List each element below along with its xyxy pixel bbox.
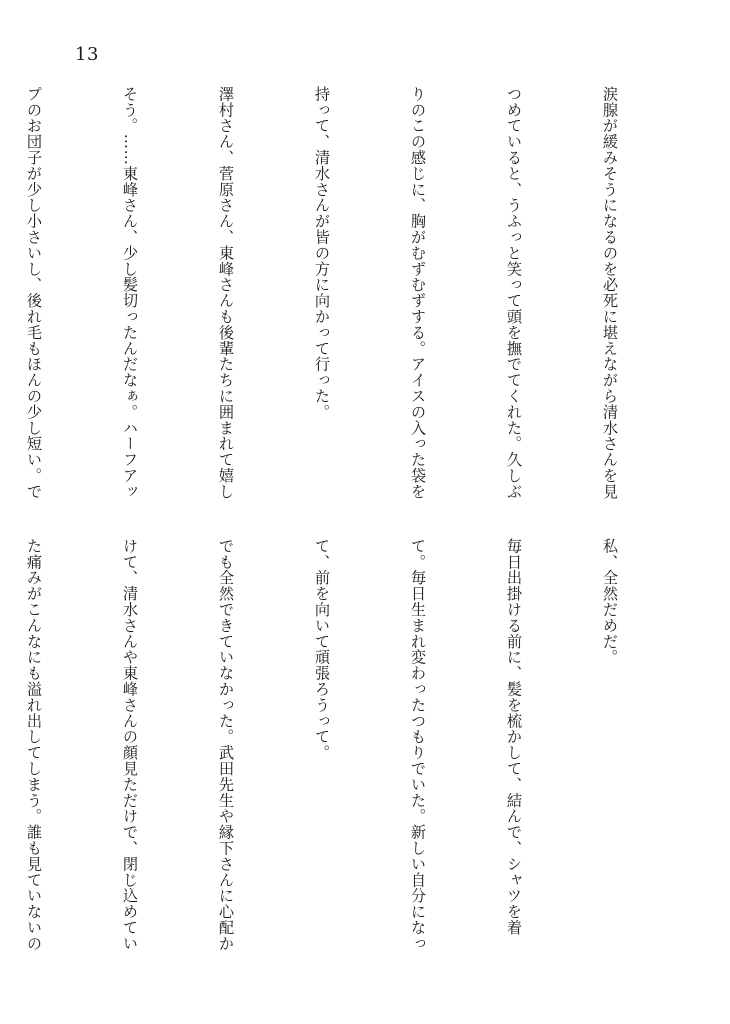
text-line: た痛みがこんなにも溢れ出してしまう。誰も見ていないの xyxy=(25,538,43,952)
page-number: 13 xyxy=(75,44,99,65)
text-line: 持って、清水さんが皆の方に向かって行った。 xyxy=(313,86,331,420)
text-line: でも全然できていなかった。武田先生や縁下さんに心配か xyxy=(217,538,235,952)
text-line: 澤村さん、菅原さん、東峰さんも後輩たちに囲まれて嬉し xyxy=(217,86,235,500)
text-line: りのこの感じに、胸がむずむずする。アイスの入った袋を xyxy=(409,86,427,500)
text-line: けて、清水さんや東峰さんの顔見ただけで、閉じ込めてい xyxy=(121,538,139,952)
text-block-lower xyxy=(25,538,690,958)
text-line: て。毎日生まれ変わったつもりでいた。新しい自分になっ xyxy=(409,538,427,952)
text-line: 涙腺が緩みそうになるのを必死に堪えながら清水さんを見 xyxy=(601,86,619,500)
text-line: そう。……東峰さん、少し髪切ったんだなぁ。ハーフアッ xyxy=(121,86,139,500)
text-line: つめていると、うふっと笑って頭を撫でてくれた。久しぶ xyxy=(505,86,523,500)
text-block-upper xyxy=(25,86,690,506)
text-line: 私、全然だめだ。 xyxy=(601,538,619,666)
text-line: プのお団子が少し小さいし、後れ毛もほんの少し短い。で xyxy=(25,86,43,500)
text-line: 毎日出掛ける前に、髪を梳かして、結んで、シャツを着 xyxy=(505,538,523,936)
text-line: て、前を向いて頑張ろうって。 xyxy=(313,538,331,761)
